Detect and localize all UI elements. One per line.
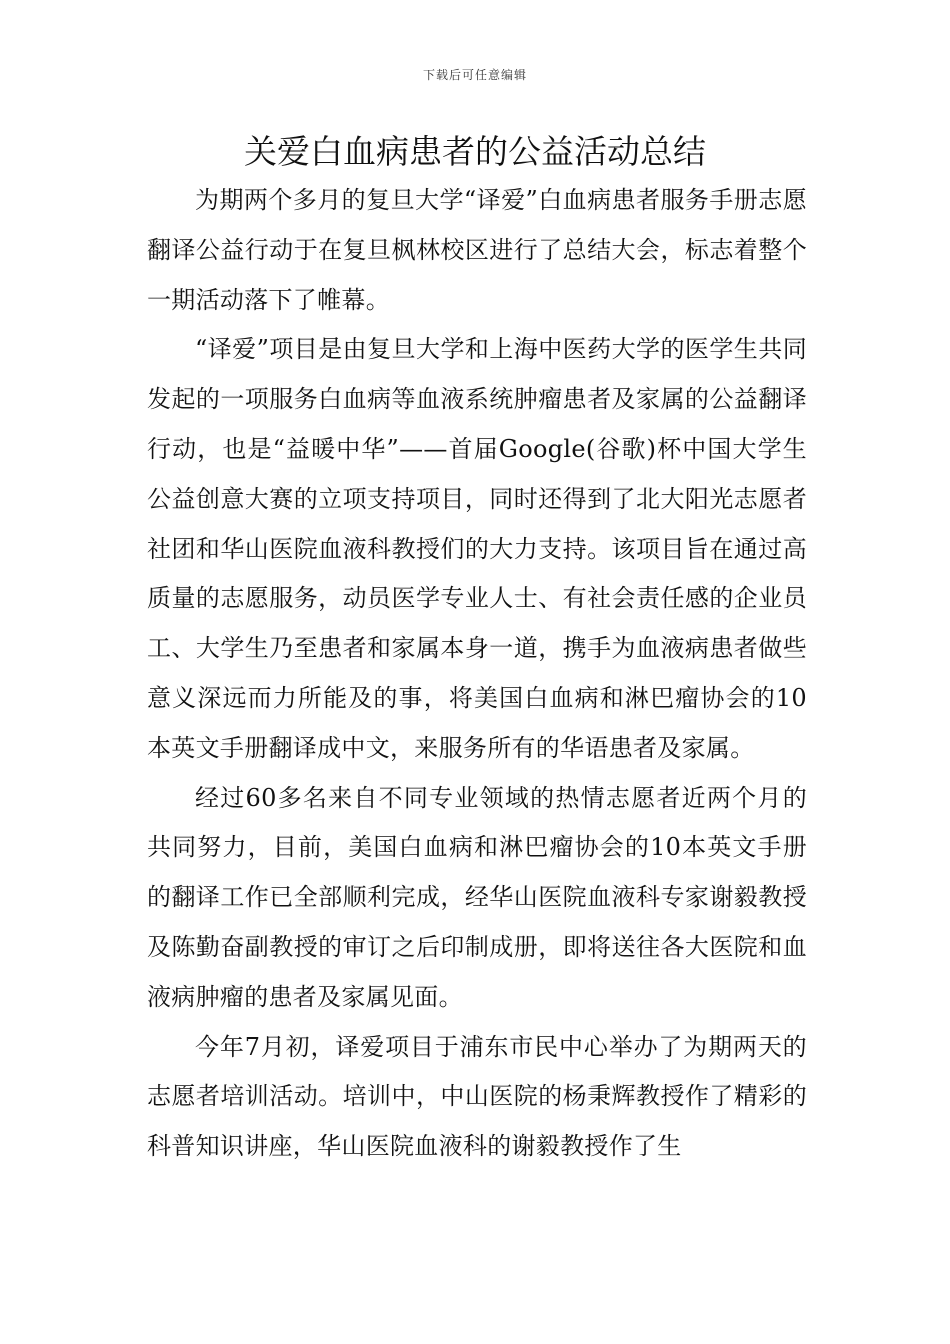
- header-note: 下载后可任意编辑: [422, 68, 527, 82]
- paragraph: 今年7月初，译爱项目于浦东市民中心举办了为期两天的志愿者培训活动。培训中，中山医院的杨秉辉教授作了精彩的科普知识讲座，华山医院血液科的谢毅教授作了生: [147, 1032, 807, 1161]
- paragraph: 经过60多名来自不同专业领域的热情志愿者近两个月的共同努力，目前，美国白血病和淋巴瘤协会的10本英文手册的翻译工作已全部顺利完成，经华山医院血液科专家谢毅教授及陈勤奋副教授的审订之后印制成册，即将送往各大医院和血液病肿瘤的患者及家属见面。: [147, 783, 807, 1011]
- paragraph: “译爱”项目是由复旦大学和上海中医药大学的医学生共同发起的一项服务白血病等血液系统肿瘤患者及家属的公益翻译行动，也是“益暖中华”——首届Google(谷歌)杯中国大学生公益创意大赛的立项支持项目，同时还得到了北大阳光志愿者社团和华山医院血液科教授们的大力支持。该项目旨在通过高质量的志愿服务，动员医学专业人士、有社会责任感的企业员工、大学生乃至患者和家属本身一道，携手为血液病患者做些意义深远而力所能及的事，将美国白血病和淋巴瘤协会的10本英文手册翻译成中文，来服务所有的华语患者及家属。: [147, 335, 807, 762]
- document-body: [147, 176, 807, 1172]
- paragraph: 为期两个多月的复旦大学“译爱”白血病患者服务手册志愿翻译公益行动于在复旦枫林校区进行了总结大会，标志着整个一期活动落下了帷幕。: [147, 186, 807, 314]
- document-title: 关爱白血病患者的公益活动总结: [244, 132, 706, 171]
